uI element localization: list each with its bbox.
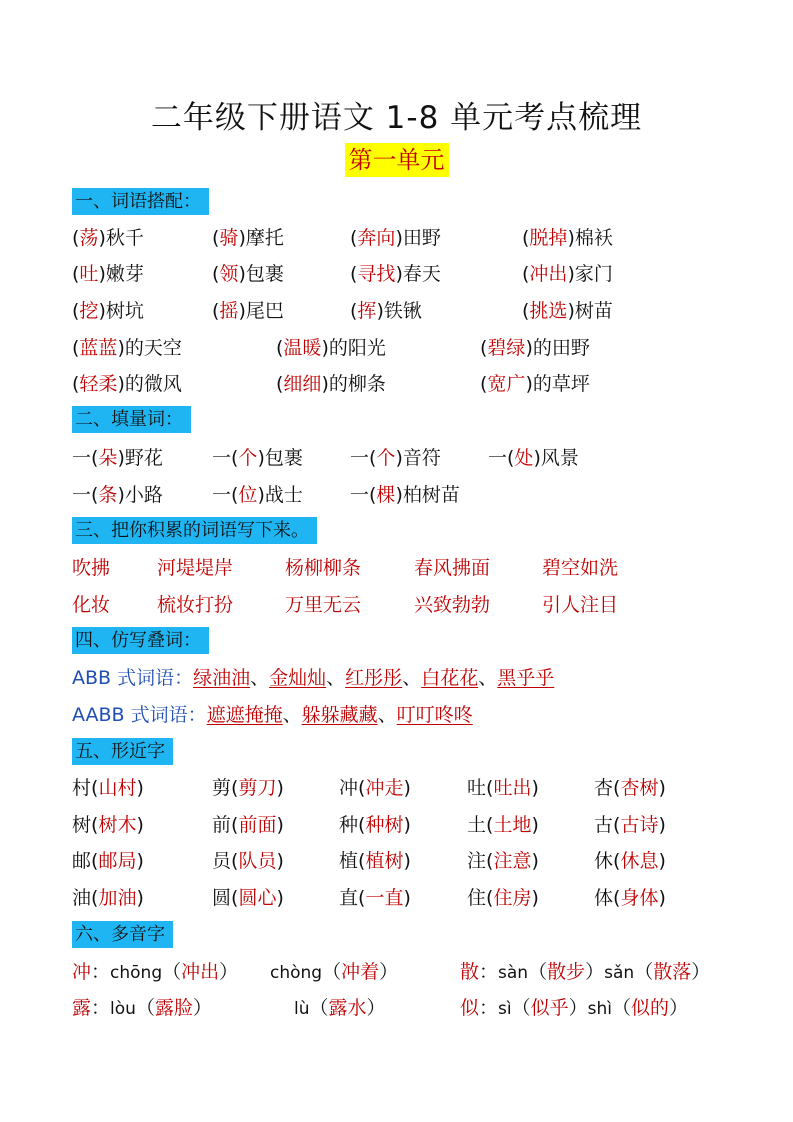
answer-word: 轻柔	[79, 373, 118, 395]
example-word: 植树	[365, 850, 404, 872]
given-word: 的柳条	[328, 373, 386, 395]
collocation-item: (挖)树坑	[72, 300, 144, 322]
abb-row	[72, 663, 554, 693]
character: 体	[594, 887, 614, 909]
example-word: 加油	[98, 887, 137, 909]
example-word: 山村	[98, 777, 137, 799]
answer-word: 挑选	[529, 300, 568, 322]
character: 圆	[212, 887, 232, 909]
answer-measure-word: 条	[98, 484, 118, 506]
example-word: 吐出	[493, 777, 532, 799]
section-title-collocation: 一、词语搭配：	[72, 188, 209, 215]
collocation-item: (轻柔)的微风	[72, 373, 182, 395]
example-word: 身体	[620, 887, 659, 909]
answer-word: 碧绿	[487, 337, 526, 359]
collocation-item: (摇)尾巴	[212, 300, 284, 322]
answer-word: 脱掉	[529, 227, 568, 249]
similar-char-item: 员(队员)	[212, 850, 284, 872]
given-word: 尾巴	[245, 300, 284, 322]
collocation-item: (奔向)田野	[350, 227, 441, 249]
similar-char-item: 树(树木)	[72, 814, 144, 836]
similar-char-item: 邮(邮局)	[72, 850, 144, 872]
polyphone-si: 似：sì（似乎）shì（似的）	[460, 997, 689, 1019]
example-word: 古诗	[620, 814, 659, 836]
given-word: 的阳光	[328, 337, 386, 359]
accumulated-word: 碧空如洗	[542, 557, 619, 579]
given-word: 的天空	[124, 337, 182, 359]
character: 古	[594, 814, 614, 836]
accumulated-word: 引人注目	[542, 594, 619, 616]
similar-char-item: 吐(吐出)	[467, 777, 539, 799]
given-word: 的草坪	[532, 373, 590, 395]
similar-char-item: 前(前面)	[212, 814, 284, 836]
reduplicated-word: 遮遮掩掩	[206, 704, 283, 726]
answer-word: 挥	[357, 300, 377, 322]
measure-word-item: 一(处)风景	[488, 447, 579, 469]
measure-word-item: 一(条)小路	[72, 484, 163, 506]
example-word: 种树	[365, 814, 404, 836]
measure-word-item: 一(棵)柏树苗	[350, 484, 460, 506]
character: 剪	[212, 777, 232, 799]
measure-word-item: 一(朵)野花	[72, 447, 163, 469]
polyphone-chong-2: chòng（冲着）	[270, 961, 399, 983]
reduplicated-word: 白花花	[421, 667, 479, 689]
reduplicated-word: 金灿灿	[269, 667, 327, 689]
character: 村	[72, 777, 92, 799]
reduplicated-word: 绿油油	[193, 667, 251, 689]
accumulated-word: 春风拂面	[414, 557, 491, 579]
example-word: 住房	[493, 887, 532, 909]
given-word: 树苗	[574, 300, 613, 322]
answer-word: 骑	[219, 227, 239, 249]
noun: 音符	[402, 447, 441, 469]
unit-subtitle: 第一单元	[345, 143, 449, 177]
given-word: 铁锹	[383, 300, 422, 322]
example-word: 树木	[98, 814, 137, 836]
collocation-item: (寻找)春天	[350, 263, 441, 285]
similar-char-item: 体(身体)	[594, 887, 666, 909]
polyphone-lu: 露：lòu（露脸）	[72, 997, 212, 1019]
similar-char-item: 村(山村)	[72, 777, 144, 799]
similar-char-item: 油(加油)	[72, 887, 144, 909]
section-title-measure-words: 二、填量词：	[72, 406, 191, 433]
example-word: 冲走	[365, 777, 404, 799]
character: 注	[467, 850, 487, 872]
answer-word: 细细	[283, 373, 322, 395]
character: 吐	[467, 777, 487, 799]
similar-char-item: 古(古诗)	[594, 814, 666, 836]
character: 休	[594, 850, 614, 872]
section-title-polyphones: 六、多音字	[72, 921, 173, 948]
similar-char-item: 冲(冲走)	[339, 777, 411, 799]
polyphone-san: 散：sàn（散步）sǎn（散落）	[460, 961, 711, 983]
aabb-label: AABB 式词语：	[72, 704, 207, 726]
character: 土	[467, 814, 487, 836]
collocation-item: (荡)秋千	[72, 227, 144, 249]
noun: 柏树苗	[402, 484, 460, 506]
example-word: 休息	[620, 850, 659, 872]
collocation-item: (脱掉)棉袄	[522, 227, 613, 249]
given-word: 春天	[402, 263, 441, 285]
noun: 包裹	[264, 447, 303, 469]
measure-word-item: 一(位)战士	[212, 484, 303, 506]
given-word: 包裹	[245, 263, 284, 285]
example-word: 杏树	[620, 777, 659, 799]
answer-measure-word: 棵	[376, 484, 396, 506]
answer-word: 荡	[79, 227, 99, 249]
section-title-accumulated-words: 三、把你积累的词语写下来。	[72, 517, 317, 544]
character: 前	[212, 814, 232, 836]
page-title: 二年级下册语文 1-8 单元考点梳理	[150, 100, 643, 136]
collocation-item: (温暖)的阳光	[276, 337, 386, 359]
answer-measure-word: 个	[376, 447, 396, 469]
example-word: 注意	[493, 850, 532, 872]
similar-char-item: 圆(圆心)	[212, 887, 284, 909]
given-word: 树坑	[105, 300, 144, 322]
similar-char-item: 土(土地)	[467, 814, 539, 836]
character: 住	[467, 887, 487, 909]
character: 邮	[72, 850, 92, 872]
example-word: 圆心	[238, 887, 277, 909]
similar-char-item: 注(注意)	[467, 850, 539, 872]
accumulated-word: 万里无云	[285, 594, 362, 616]
accumulated-word: 河堤堤岸	[157, 557, 234, 579]
answer-measure-word: 位	[238, 484, 258, 506]
measure-word-item: 一(个)包裹	[212, 447, 303, 469]
collocation-item: (骑)摩托	[212, 227, 284, 249]
similar-char-item: 住(住房)	[467, 887, 539, 909]
answer-word: 蓝蓝	[79, 337, 118, 359]
accumulated-word: 吹拂	[72, 557, 111, 579]
polyphone-lu-2: lù（露水）	[294, 997, 386, 1019]
abb-label: ABB 式词语：	[72, 667, 194, 689]
noun: 战士	[264, 484, 303, 506]
character: 树	[72, 814, 92, 836]
aabb-words: 遮遮掩掩、躲躲藏藏、叮叮咚咚	[206, 704, 473, 726]
collocation-item: (蓝蓝)的天空	[72, 337, 182, 359]
collocation-item: (领)包裹	[212, 263, 284, 285]
reduplicated-word: 红彤彤	[345, 667, 403, 689]
section-title-similar-chars: 五、形近字	[72, 738, 173, 765]
answer-word: 奔向	[357, 227, 396, 249]
similar-char-item: 剪(剪刀)	[212, 777, 284, 799]
character: 植	[339, 850, 359, 872]
reduplicated-word: 黑乎乎	[497, 667, 555, 689]
collocation-item: (挥)铁锹	[350, 300, 422, 322]
answer-measure-word: 处	[514, 447, 534, 469]
given-word: 棉袄	[574, 227, 613, 249]
given-word: 秋千	[105, 227, 144, 249]
collocation-item: (碧绿)的田野	[480, 337, 590, 359]
answer-word: 挖	[79, 300, 99, 322]
answer-measure-word: 个	[238, 447, 258, 469]
example-word: 土地	[493, 814, 532, 836]
noun: 野花	[124, 447, 163, 469]
answer-word: 宽广	[487, 373, 526, 395]
example-word: 邮局	[98, 850, 137, 872]
given-word: 家门	[574, 263, 613, 285]
accumulated-word: 兴致勃勃	[414, 594, 491, 616]
similar-char-item: 杏(杏树)	[594, 777, 666, 799]
accumulated-word: 杨柳柳条	[285, 557, 362, 579]
subtitle-wrap	[0, 143, 793, 177]
given-word: 的田野	[532, 337, 590, 359]
similar-char-item: 种(种树)	[339, 814, 411, 836]
noun: 小路	[124, 484, 163, 506]
similar-char-item: 植(植树)	[339, 850, 411, 872]
collocation-item: (细细)的柳条	[276, 373, 386, 395]
character: 直	[339, 887, 359, 909]
answer-word: 吐	[79, 263, 99, 285]
example-word: 队员	[238, 850, 277, 872]
reduplicated-word: 躲躲藏藏	[301, 704, 378, 726]
given-word: 的微风	[124, 373, 182, 395]
character: 员	[212, 850, 232, 872]
example-word: 前面	[238, 814, 277, 836]
polyphone-chong: 冲：chōng（冲出）	[72, 961, 239, 983]
section-title-reduplication: 四、仿写叠词：	[72, 627, 209, 654]
aabb-row	[72, 700, 473, 730]
answer-measure-word: 朵	[98, 447, 118, 469]
example-word: 剪刀	[238, 777, 277, 799]
collocation-item: (冲出)家门	[522, 263, 613, 285]
reduplicated-word: 叮叮咚咚	[396, 704, 473, 726]
collocation-item: (吐)嫩芽	[72, 263, 144, 285]
answer-word: 领	[219, 263, 239, 285]
measure-word-item: 一(个)音符	[350, 447, 441, 469]
collocation-item: (挑选)树苗	[522, 300, 613, 322]
character: 油	[72, 887, 92, 909]
example-word: 一直	[365, 887, 404, 909]
noun: 风景	[540, 447, 579, 469]
collocation-item: (宽广)的草坪	[480, 373, 590, 395]
accumulated-word: 梳妆打扮	[157, 594, 234, 616]
character: 杏	[594, 777, 614, 799]
answer-word: 温暖	[283, 337, 322, 359]
abb-words: 绿油油、金灿灿、红彤彤、白花花、黑乎乎	[193, 667, 555, 689]
answer-word: 摇	[219, 300, 239, 322]
answer-word: 冲出	[529, 263, 568, 285]
answer-word: 寻找	[357, 263, 396, 285]
accumulated-word: 化妆	[72, 594, 111, 616]
given-word: 嫩芽	[105, 263, 144, 285]
character: 种	[339, 814, 359, 836]
similar-char-item: 直(一直)	[339, 887, 411, 909]
character: 冲	[339, 777, 359, 799]
given-word: 摩托	[245, 227, 284, 249]
similar-char-item: 休(休息)	[594, 850, 666, 872]
given-word: 田野	[402, 227, 441, 249]
